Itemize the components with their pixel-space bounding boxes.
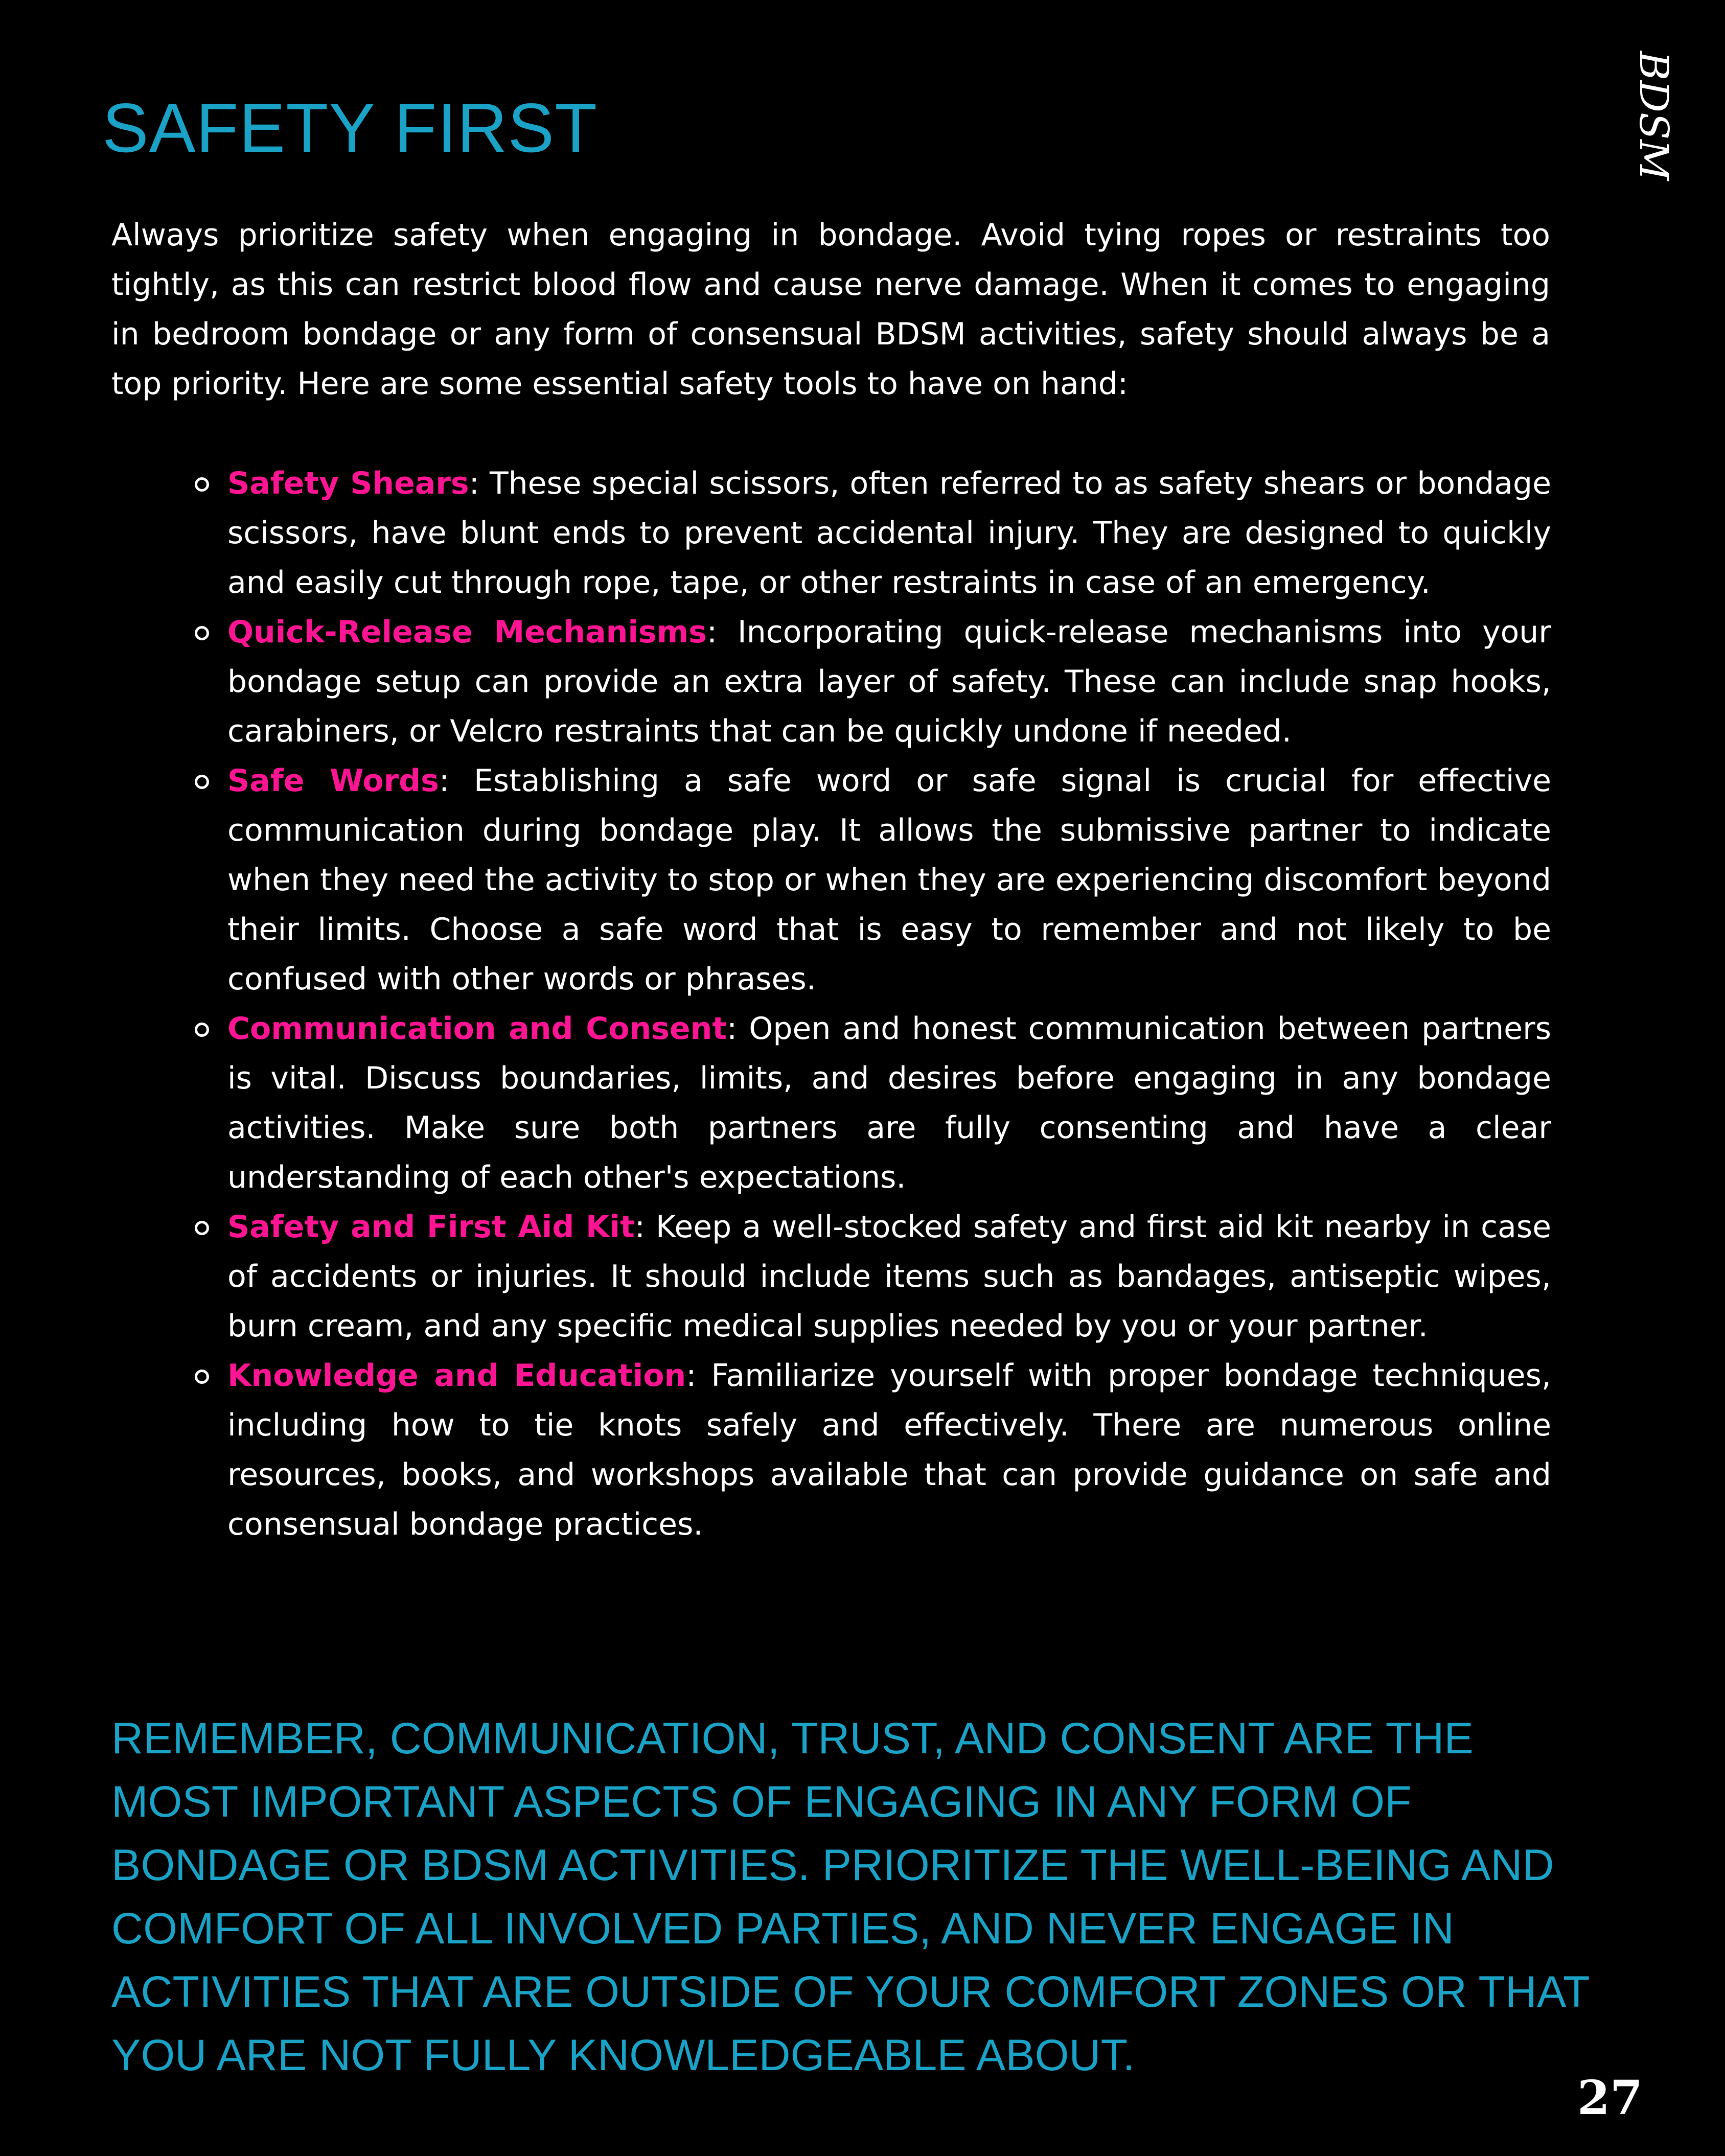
page-title: SAFETY FIRST (102, 89, 598, 167)
tool-description: Incorporating quick-release mechanisms into your bondage setup can provide an extra layer of safety. These can include snap hooks, carabiners, or Velcro restraints that can be quickly undone if needed. (227, 614, 1551, 749)
page-number: 27 (1577, 2070, 1643, 2125)
tool-separator: : (439, 763, 450, 799)
circle-bullet-icon (195, 775, 209, 789)
tool-name: Safety and First Aid Kit (227, 1209, 635, 1245)
circle-bullet-icon (195, 1370, 209, 1384)
tool-separator: : (686, 1358, 697, 1394)
tool-name: Safety Shears (227, 466, 469, 501)
tool-description: Familiarize yourself with proper bondage techniques, including how to tie knots safely and effectively. There are numerous online resources, books, and workshops available that can provide guidance on safe and consensual bondage practices. (227, 1358, 1552, 1542)
tool-separator: : (469, 466, 479, 501)
tool-description: Establishing a safe word or safe signal is crucial for effective communication during bondage play. It allows the submissive partner to indicate when they need the activity to stop or when they are experiencing discomfort beyond their limits. Choose a safe word that is easy to remember and not likely to be confused with other words or phrases. (227, 763, 1551, 997)
tool-description: Keep a well-stocked safety and first aid kit nearby in case of accidents or injuries. It should include items such as bandages, antiseptic wipes, burn cream, and any specific medical supplies needed by you or your partner. (227, 1209, 1551, 1344)
list-item (192, 459, 1551, 608)
tool-name: Safe Words (227, 763, 439, 799)
list-item (192, 1351, 1551, 1549)
tool-description: These special scissors, often referred to as safety shears or bondage scissors, have blunt ends to prevent accidental injury. They are designed to quickly and easily cut through rope, tape, or other restraints in case of an emergency. (227, 466, 1551, 600)
closing-callout: REMEMBER, COMMUNICATION, TRUST, AND CONSENT ARE THE MOST IMPORTANT ASPECTS OF ENGAGING IN ANY FORM OF BONDAGE OR BDSM ACTIVITIES. PRIORITIZE THE WELL-BEING AND COMFORT OF ALL INVOLVED PARTIES, AND NEVER ENGAGE IN ACTIVITIES THAT ARE OUTSIDE OF YOUR COMFORT ZONES OR THAT YOU ARE NOT FULLY KNOWLEDGEABLE ABOUT. (111, 1714, 1589, 2080)
side-tag: BDSM (1630, 51, 1676, 181)
tool-name: Communication and Consent (227, 1011, 727, 1047)
tool-name: Knowledge and Education (227, 1358, 686, 1394)
tool-name: Quick-Release Mechanisms (227, 614, 707, 650)
safety-tools-list (192, 459, 1551, 1549)
circle-bullet-icon (195, 1221, 209, 1235)
tool-separator: : (727, 1011, 738, 1047)
tool-description: Open and honest communication between partners is vital. Discuss boundaries, limits, and desires before engaging in any bondage activities. Make sure both partners are fully consenting and have a clear understanding of each other's expectations. (227, 1011, 1551, 1195)
circle-bullet-icon (195, 1023, 209, 1037)
list-item (192, 608, 1551, 756)
circle-bullet-icon (195, 477, 209, 492)
list-item (192, 1004, 1551, 1202)
list-item (192, 1202, 1551, 1351)
tool-separator: : (706, 614, 718, 650)
tool-separator: : (634, 1209, 646, 1245)
circle-bullet-icon (195, 626, 209, 640)
intro-paragraph: Always prioritize safety when engaging in bondage. Avoid tying ropes or restraints too tightly, as this can restrict blood flow and cause nerve damage. When it comes to engaging in bedroom bondage or any form of consensual BDSM activities, safety should always be a top priority. Here are some essential safety tools to have on hand: (111, 217, 1550, 402)
list-item (192, 756, 1551, 1004)
